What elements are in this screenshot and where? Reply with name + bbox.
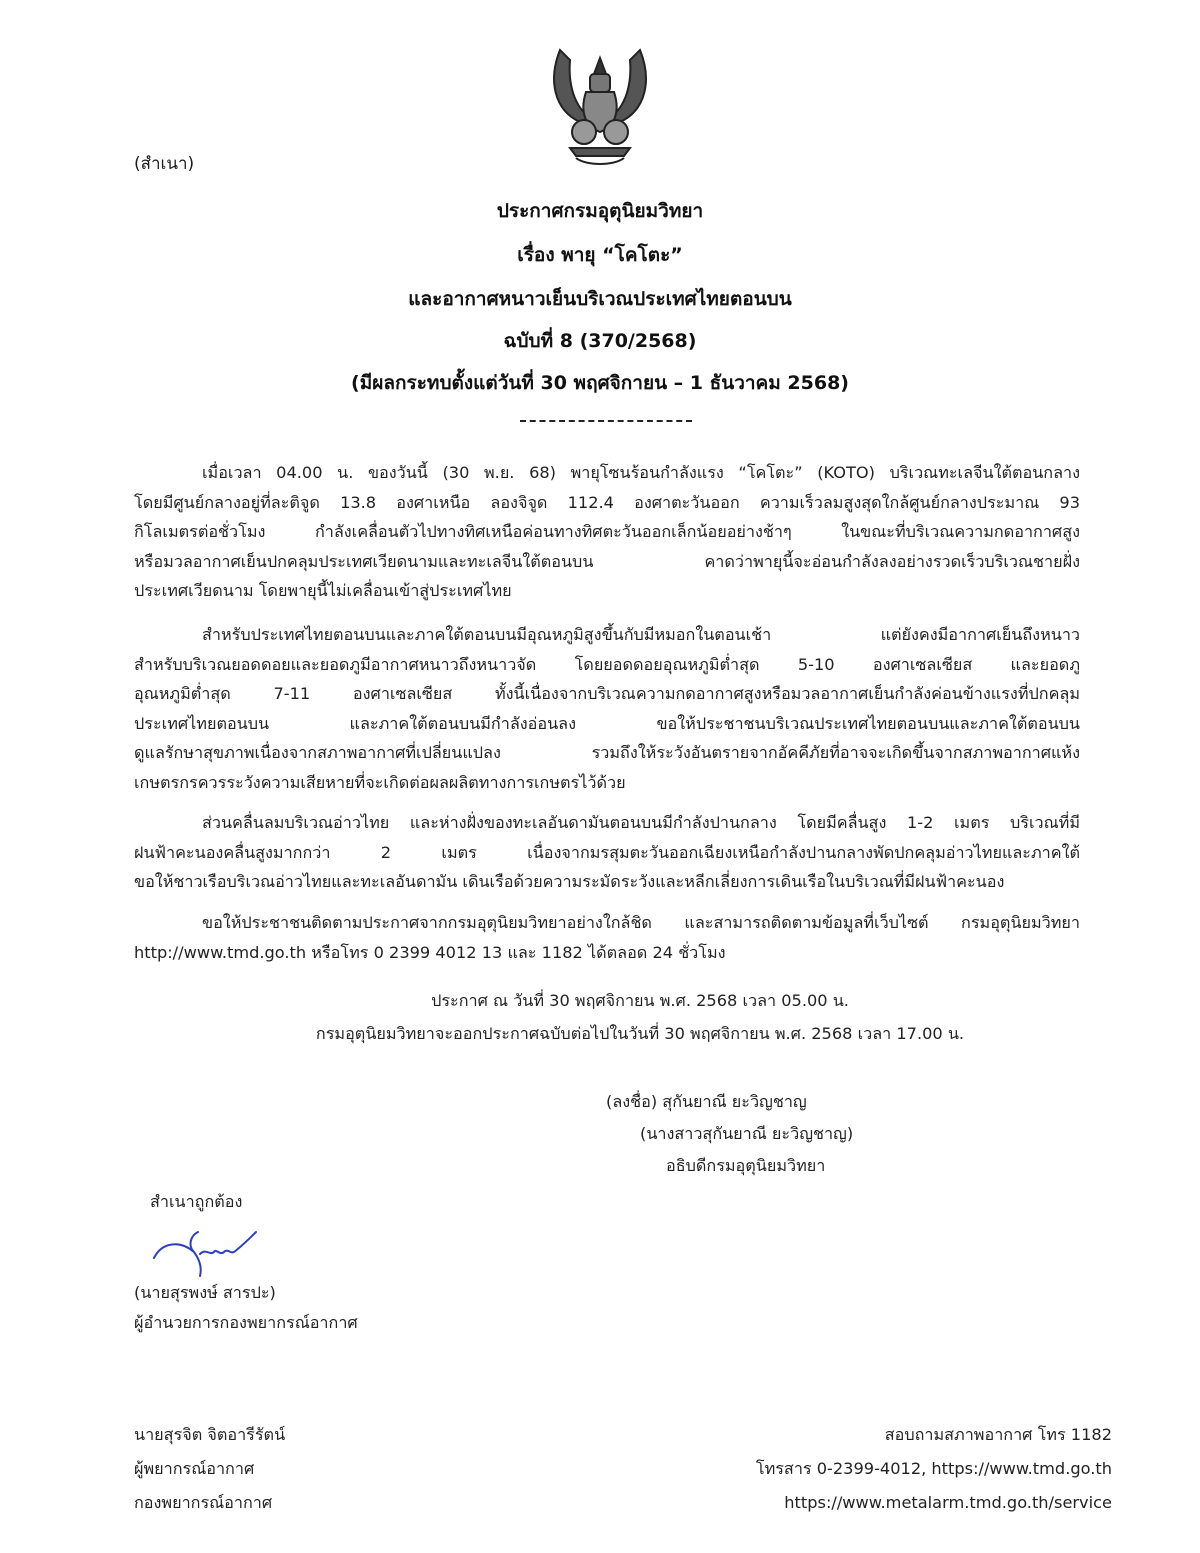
- paragraph-line: ขอให้ชาวเรือบริเวณอ่าวไทยและทะเลอันดามัน เดินเรือด้วยความระมัดระวังและหลีกเลี่ยงการเดินเรือในบริเวณที่มีฝนฟ้าคะนอง: [134, 872, 1005, 891]
- handwritten-signature-icon: [150, 1222, 260, 1278]
- forecaster-division: กองพยากรณ์อากาศ: [134, 1493, 273, 1512]
- paragraph-cold-weather: [134, 620, 1080, 797]
- garuda-emblem-icon: [540, 40, 660, 170]
- paragraph-line: ดูแลรักษาสุขภาพเนื่องจากสภาพอากาศที่เปลี่ยนแปลง รวมถึงให้ระวังอันตรายจากอัคคีภัยที่อาจจะเกิดขึ้นจากสภาพอากาศแห้ง: [134, 743, 1080, 762]
- title-agency: ประกาศกรมอุตุนิยมวิทยา: [496, 200, 704, 222]
- certifier-name: (นายสุรพงษ์ สารปะ): [134, 1283, 276, 1302]
- paragraph-line: ขอให้ประชาชนติดตามประกาศจากกรมอุตุนิยมวิทยาอย่างใกล้ชิด และสามารถติดตามข้อมูลที่เว็บไซต์ กรมอุตุนิยมวิทยา: [202, 913, 1080, 932]
- contact-info: [756, 1418, 1112, 1520]
- next-issue-note: กรมอุตุนิยมวิทยาจะออกประกาศฉบับต่อไปในวันที่ 30 พฤศจิกายน พ.ศ. 2568 เวลา 17.00 น.: [315, 1024, 965, 1043]
- paragraph-line: ส่วนคลื่นลมบริเวณอ่าวไทย และห่างฝั่งของทะเลอันดามันตอนบนมีกำลังปานกลาง โดยมีคลื่นสูง 1-2 เมตร บริเวณที่มี: [202, 813, 1080, 832]
- certifier-position: ผู้อำนวยการกองพยากรณ์อากาศ: [134, 1313, 358, 1332]
- paragraph-line: ประเทศไทยตอนบน และภาคใต้ตอนบนมีกำลังอ่อนลง ขอให้ประชาชนบริเวณประเทศไทยตอนบนและภาคใต้ตอนบน: [134, 713, 1080, 733]
- forecaster-name: นายสุรจิต จิตอารีรัตน์: [134, 1425, 286, 1444]
- copy-mark: (สำเนา): [134, 154, 195, 174]
- forecaster-title: ผู้พยากรณ์อากาศ: [134, 1459, 255, 1478]
- paragraph-line: สำหรับบริเวณยอดดอยและยอดภูมีอากาศหนาวถึงหนาวจัด โดยยอดดอยอุณหภูมิต่ำสุด 5-10 องศาเซลเซียส และยอดภู: [134, 654, 1080, 674]
- signatory-block: [606, 1086, 853, 1182]
- paragraph-line: ประเทศเวียดนาม โดยพายุนี้ไม่เคลื่อนเข้าสู่ประเทศไทย: [134, 581, 512, 600]
- paragraph-line: เมื่อเวลา 04.00 น. ของวันนี้ (30 พ.ย. 68) พายุโซนร้อนกำลังแรง “โคโตะ” (KOTO) บริเวณทะเลจีนใต้ตอนกลาง: [202, 463, 1080, 482]
- paragraph-waves: [134, 808, 1080, 897]
- paragraph-line: ฝนฟ้าคะนองคลื่นสูงมากกว่า 2 เมตร เนื่องจากมรสุมตะวันออกเฉียงเหนือกำลังปานกลางพัดปกคลุมอ่าวไทยและภาคใต้: [134, 842, 1080, 862]
- announced-date: ประกาศ ณ วันที่ 30 พฤศจิกายน พ.ศ. 2568 เวลา 05.00 น.: [431, 991, 849, 1010]
- signatory-full-name: (นางสาวสุกันยาณี ยะวิญชาญ): [640, 1124, 854, 1143]
- paragraph-line: อุณหภูมิต่ำสุด 7-11 องศาเซลเซียส ทั้งนี้เนื่องจากบริเวณความกดอากาศสูงหรือมวลอากาศเย็นกำลังค่อนข้างแรงที่ปกคลุม: [134, 684, 1080, 703]
- paragraph-line: เกษตรกรควรระวังความเสียหายที่จะเกิดต่อผลผลิตทางการเกษตรไว้ด้วย: [134, 772, 626, 792]
- separator-line: [520, 420, 692, 422]
- paragraph-line: หรือมวลอากาศเย็นปกคลุมประเทศเวียดนามและทะเลจีนใต้ตอนบน คาดว่าพายุนี้จะอ่อนกำลังลงอย่างรวดเร็วบริเวณชายฝั่ง: [134, 551, 1080, 571]
- paragraph-storm: [134, 458, 1080, 606]
- title-subject: เรื่อง พายุ “โคโตะ”: [517, 244, 683, 266]
- paragraph-line: กิโลเมตรต่อชั่วโมง กำลังเคลื่อนตัวไปทางทิศเหนือค่อนทางทิศตะวันออกเล็กน้อยอย่างช้าๆ ในขณะที่บริเวณความกดอากาศสูง: [134, 522, 1080, 541]
- forecaster-info: [134, 1418, 285, 1520]
- title-issue-number: ฉบับที่ 8 (370/2568): [503, 330, 697, 352]
- certifier-block: [134, 1278, 358, 1338]
- certified-copy-label: สำเนาถูกต้อง: [150, 1192, 243, 1211]
- paragraph-contact: [134, 908, 1080, 967]
- title-subject-line2: และอากาศหนาวเย็นบริเวณประเทศไทยตอนบน: [408, 288, 792, 310]
- title-effective-period: (มีผลกระทบตั้งแต่วันที่ 30 พฤศจิกายน – 1 ธันวาคม 2568): [351, 372, 849, 394]
- signatory-signed: (ลงชื่อ) สุกันยาณี ยะวิญชาญ: [606, 1092, 807, 1111]
- signatory-position: อธิบดีกรมอุตุนิยมวิทยา: [666, 1156, 826, 1175]
- contact-hotline: สอบถามสภาพอากาศ โทร 1182: [884, 1425, 1112, 1444]
- contact-fax-website: โทรสาร 0-2399-4012, https://www.tmd.go.th: [755, 1459, 1112, 1478]
- paragraph-line: สำหรับประเทศไทยตอนบนและภาคใต้ตอนบนมีอุณหภูมิสูงขึ้นกับมีหมอกในตอนเช้า แต่ยังคงมีอากาศเย็นถึงหนาว: [202, 625, 1080, 644]
- contact-service-link: https://www.metalarm.tmd.go.th/service: [784, 1493, 1112, 1512]
- paragraph-line: โดยมีศูนย์กลางอยู่ที่ละติจูด 13.8 องศาเหนือ ลองจิจูด 112.4 องศาตะวันออก ความเร็วลมสูงสุดใกล้ศูนย์กลางประมาณ 93: [134, 492, 1080, 512]
- paragraph-line: http://www.tmd.go.th หรือโทร 0 2399 4012 13 และ 1182 ได้ตลอด 24 ชั่วโมง: [134, 942, 726, 962]
